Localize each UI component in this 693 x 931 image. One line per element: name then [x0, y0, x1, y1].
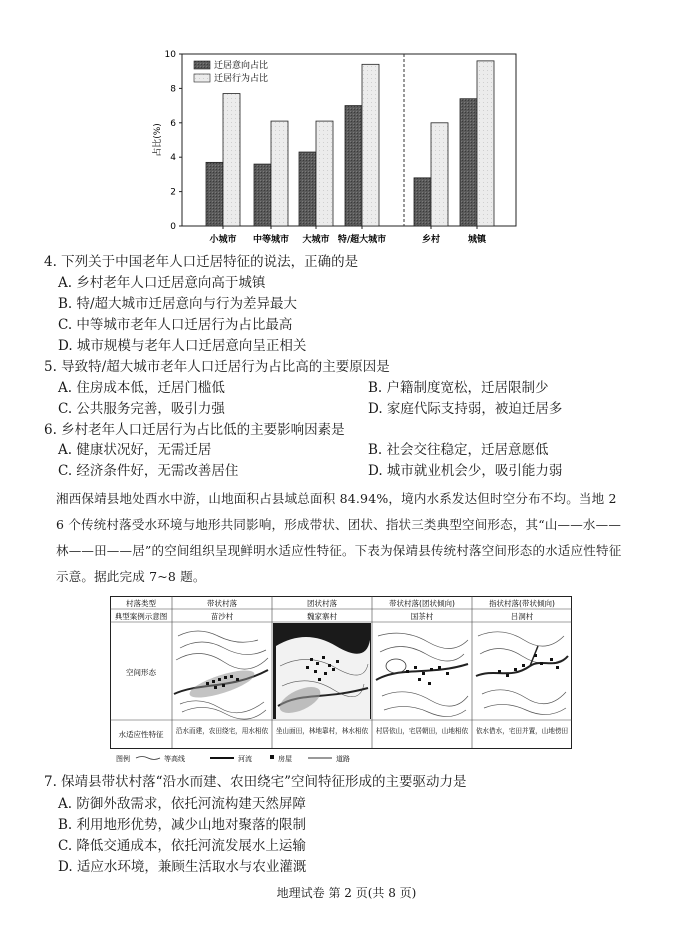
- q6-option-b[interactable]: B. 社会交往稳定，迁居意愿低: [368, 442, 549, 458]
- feature-3: 村居依山，宅居朝田，山地相依: [375, 727, 469, 735]
- x-tick-label: 城镇: [467, 235, 487, 245]
- y-tick-label: 0: [170, 222, 176, 232]
- y-tick-label: 4: [170, 153, 176, 164]
- map-cluster-village: [273, 623, 371, 719]
- contour-legend-icon: [136, 757, 160, 760]
- y-axis-label: 占比(%): [153, 123, 163, 157]
- x-tick-label: 小城市: [209, 235, 237, 245]
- y-tick-label: 8: [170, 84, 176, 95]
- legend-label-behavior: 迁居行为占比: [214, 74, 269, 84]
- col-type-2: 团状村落: [307, 599, 337, 608]
- passage-line: 林——田——居”的空间组织呈现鲜明水适应性特征。下表为保靖县传统村落空间形态的水适应性特征: [56, 543, 622, 558]
- bar-behavior: [223, 94, 240, 226]
- bar-intent: [345, 106, 362, 226]
- x-tick-label: 乡村: [421, 235, 441, 245]
- page-footer: 地理试卷 第 2 页(共 8 页): [276, 886, 417, 900]
- col-type-4: 指状村落(带状倾向): [489, 599, 555, 608]
- bar-intent: [414, 178, 431, 226]
- passage-line: 湘西保靖县地处酉水中游，山地面积占县域总面积 84.94%，境内水系发达但时空分布不均。当地 2: [56, 491, 617, 506]
- q6-option-d[interactable]: D. 城市就业机会少，吸引能力弱: [368, 463, 563, 479]
- y-tick-label: 2: [170, 187, 176, 198]
- row-header-case: 典型案例示意图: [114, 612, 168, 621]
- row-header-feature: 水适应性特征: [118, 730, 164, 739]
- bar-behavior: [477, 61, 494, 226]
- feature-4: 依水借水，宅田并置，山地傍田: [475, 727, 569, 735]
- bar-behavior: [362, 64, 379, 226]
- q6-option-c[interactable]: C. 经济条件好，无需改善居住: [58, 463, 239, 479]
- q4-option-c[interactable]: C. 中等城市老年人口迁居行为占比最高: [58, 317, 293, 333]
- passage-line: 示意。据此完成 7~8 题。: [56, 569, 206, 584]
- bar-intent: [460, 99, 477, 226]
- q7-option-b[interactable]: B. 利用地形优势，减少山地对聚落的限制: [58, 817, 307, 833]
- x-tick-label: 大城市: [302, 235, 330, 245]
- q4-option-d[interactable]: D. 城市规模与老年人口迁居意向呈正相关: [58, 338, 307, 354]
- case-2: 魏家寨村: [307, 612, 337, 621]
- bar-behavior: [271, 121, 288, 226]
- q7-option-c[interactable]: C. 降低交通成本，依托河流发展水上运输: [58, 838, 306, 854]
- q7-option-a[interactable]: A. 防御外敌需求，依托河流构建天然屏障: [58, 796, 306, 812]
- legend-contour: 等高线: [164, 755, 185, 763]
- x-tick-label: 特/超大城市: [337, 235, 387, 245]
- q4-option-b[interactable]: B. 特/超大城市迁居意向与行为差异最大: [58, 296, 298, 312]
- x-tick-label: 中等城市: [252, 235, 290, 245]
- q5-option-b[interactable]: B. 户籍制度宽松，迁居限制少: [368, 380, 549, 396]
- q6-option-a[interactable]: A. 健康状况好，无需迁居: [58, 442, 212, 458]
- legend-swatch-intent: [194, 61, 210, 69]
- case-3: 国茶村: [410, 612, 434, 621]
- y-tick-label: 6: [170, 118, 176, 129]
- legend-swatch-behavior: [194, 74, 210, 82]
- passage-line: 6 个传统村落受水环境与地形共同影响，形成带状、团状、指状三类典型空间形态，其“山——水——: [56, 517, 622, 532]
- case-4: 吕洞村: [510, 612, 534, 621]
- migration-bar-chart: [150, 40, 530, 252]
- question-6-stem: 6. 乡村老年人口迁居行为占比低的主要影响因素是: [44, 422, 345, 438]
- village-form-table: [110, 596, 572, 768]
- legend-label: 图例: [116, 755, 130, 763]
- q5-option-c[interactable]: C. 公共服务完善，吸引力强: [58, 401, 225, 417]
- legend-label-intent: 迁居意向占比: [214, 61, 269, 71]
- bar-intent: [299, 152, 316, 226]
- legend-river: 河流: [238, 755, 252, 763]
- feature-1: 沿水而建，农田绕宅，用水相依: [175, 727, 269, 735]
- q7-option-d[interactable]: D. 适应水环境，兼顾生活取水与农业灌溉: [58, 859, 307, 875]
- y-tick-label: 10: [164, 50, 176, 60]
- row-header-type: 村落类型: [126, 599, 156, 608]
- q5-option-a[interactable]: A. 住房成本低，迁居门槛低: [58, 380, 225, 396]
- map-legend: [116, 754, 350, 763]
- col-type-1: 带状村落: [207, 599, 237, 608]
- row-header-form: 空间形态: [126, 668, 156, 677]
- question-7-stem: 7. 保靖县带状村落“沿水而建、农田绕宅”空间特征形成的主要驱动力是: [44, 774, 467, 790]
- question-5-stem: 5. 导致特/超大城市老年人口迁居行为占比高的主要原因是: [44, 359, 390, 375]
- case-1: 苗沙村: [210, 612, 234, 621]
- bar-intent: [206, 162, 223, 226]
- legend-house: 房屋: [278, 755, 292, 763]
- bar-intent: [254, 164, 271, 226]
- passage-7-8: [56, 486, 656, 590]
- q4-option-a[interactable]: A. 乡村老年人口迁居意向高于城镇: [58, 275, 266, 291]
- house-legend-icon: [270, 755, 274, 759]
- q5-option-d[interactable]: D. 家庭代际支持弱，被迫迁居多: [368, 401, 563, 417]
- feature-2: 坐山面田，林地靠村，林水相依: [275, 727, 369, 735]
- bar-behavior: [316, 121, 333, 226]
- legend-road: 道路: [336, 755, 350, 763]
- bar-behavior: [431, 123, 448, 226]
- col-type-3: 带状村落(团状倾向): [389, 599, 455, 608]
- question-4-stem: 4. 下列关于中国老年人口迁居特征的说法，正确的是: [44, 254, 359, 270]
